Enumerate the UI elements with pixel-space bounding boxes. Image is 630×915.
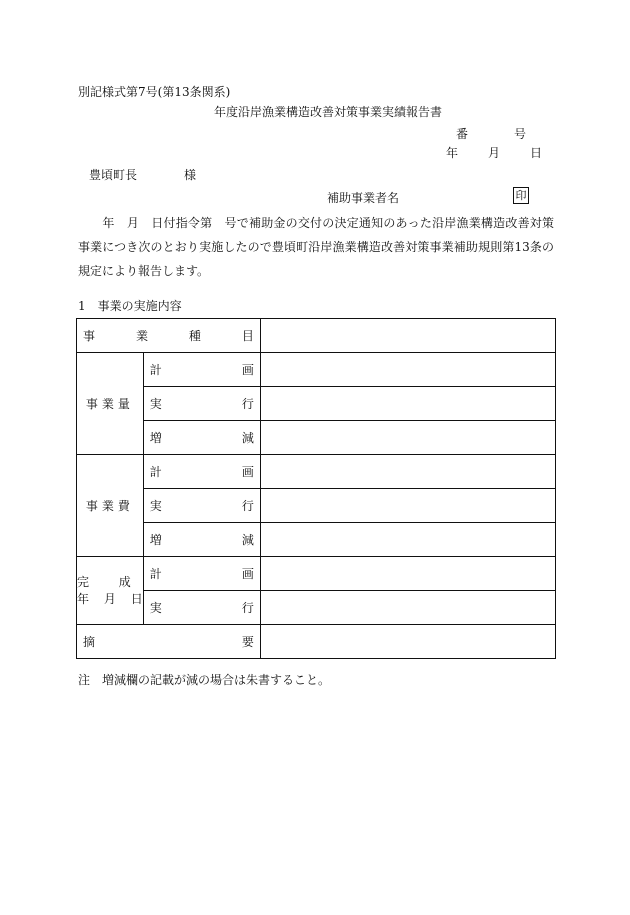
quantity-label: 事業量 <box>77 353 144 455</box>
document-title: 年度沿岸漁業構造改善対策事業実績報告書 <box>214 105 443 119</box>
day-label: 日 <box>530 146 543 160</box>
applicant-label: 補助事業者名 <box>327 191 400 205</box>
addressee-honorific: 様 <box>184 168 197 182</box>
completion-date-label: 完 成 年 月 日 <box>77 557 144 625</box>
cost-change-value[interactable] <box>260 523 555 557</box>
quantity-change-label: 増 減 <box>143 421 260 455</box>
report-table <box>76 318 556 659</box>
project-type-label: 事 業 種 目 <box>77 319 261 353</box>
project-type-value[interactable] <box>260 319 555 353</box>
table-row <box>77 387 556 421</box>
completion-plan-value[interactable] <box>260 557 555 591</box>
completion-plan-label: 計 画 <box>143 557 260 591</box>
table-row <box>77 557 556 591</box>
completion-actual-label: 実 行 <box>143 591 260 625</box>
cost-actual-label: 実 行 <box>143 489 260 523</box>
summary-label: 摘 要 <box>77 625 261 659</box>
summary-value[interactable] <box>260 625 555 659</box>
addressee-name: 豊頃町長 <box>89 168 138 182</box>
cost-plan-label: 計 画 <box>143 455 260 489</box>
table-row <box>77 421 556 455</box>
cost-plan-value[interactable] <box>260 455 555 489</box>
table-row <box>77 625 556 659</box>
table-row <box>77 489 556 523</box>
table-row <box>77 353 556 387</box>
quantity-actual-value[interactable] <box>260 387 555 421</box>
table-row <box>77 523 556 557</box>
footnote: 注 増減欄の記載が減の場合は朱書すること。 <box>78 673 331 687</box>
cost-change-label: 増 減 <box>143 523 260 557</box>
seal-box: 印 <box>513 187 529 204</box>
cost-actual-value[interactable] <box>260 489 555 523</box>
completion-actual-value[interactable] <box>260 591 555 625</box>
section-title: 1 事業の実施内容 <box>78 299 182 313</box>
form-number: 別記様式第7号(第13条関系) <box>78 85 231 99</box>
quantity-plan-label: 計 画 <box>143 353 260 387</box>
number-suffix: 号 <box>514 127 527 141</box>
table-row <box>77 455 556 489</box>
year-label: 年 <box>446 146 459 160</box>
quantity-change-value[interactable] <box>260 421 555 455</box>
table-row <box>77 591 556 625</box>
month-label: 月 <box>488 146 501 160</box>
number-label: 番 <box>456 127 469 141</box>
date-line <box>446 144 542 161</box>
cost-label: 事業費 <box>77 455 144 557</box>
quantity-actual-label: 実 行 <box>143 387 260 421</box>
body-text: 年 月 日付指令第 号で補助金の交付の決定通知のあった沿岸漁業構造改善対策事業につき次のとおり実施したので豊頃町沿岸漁業構造改善対策事業補助規則第13条の規定により報告します。 <box>78 216 554 278</box>
table-row <box>77 319 556 353</box>
quantity-plan-value[interactable] <box>260 353 555 387</box>
